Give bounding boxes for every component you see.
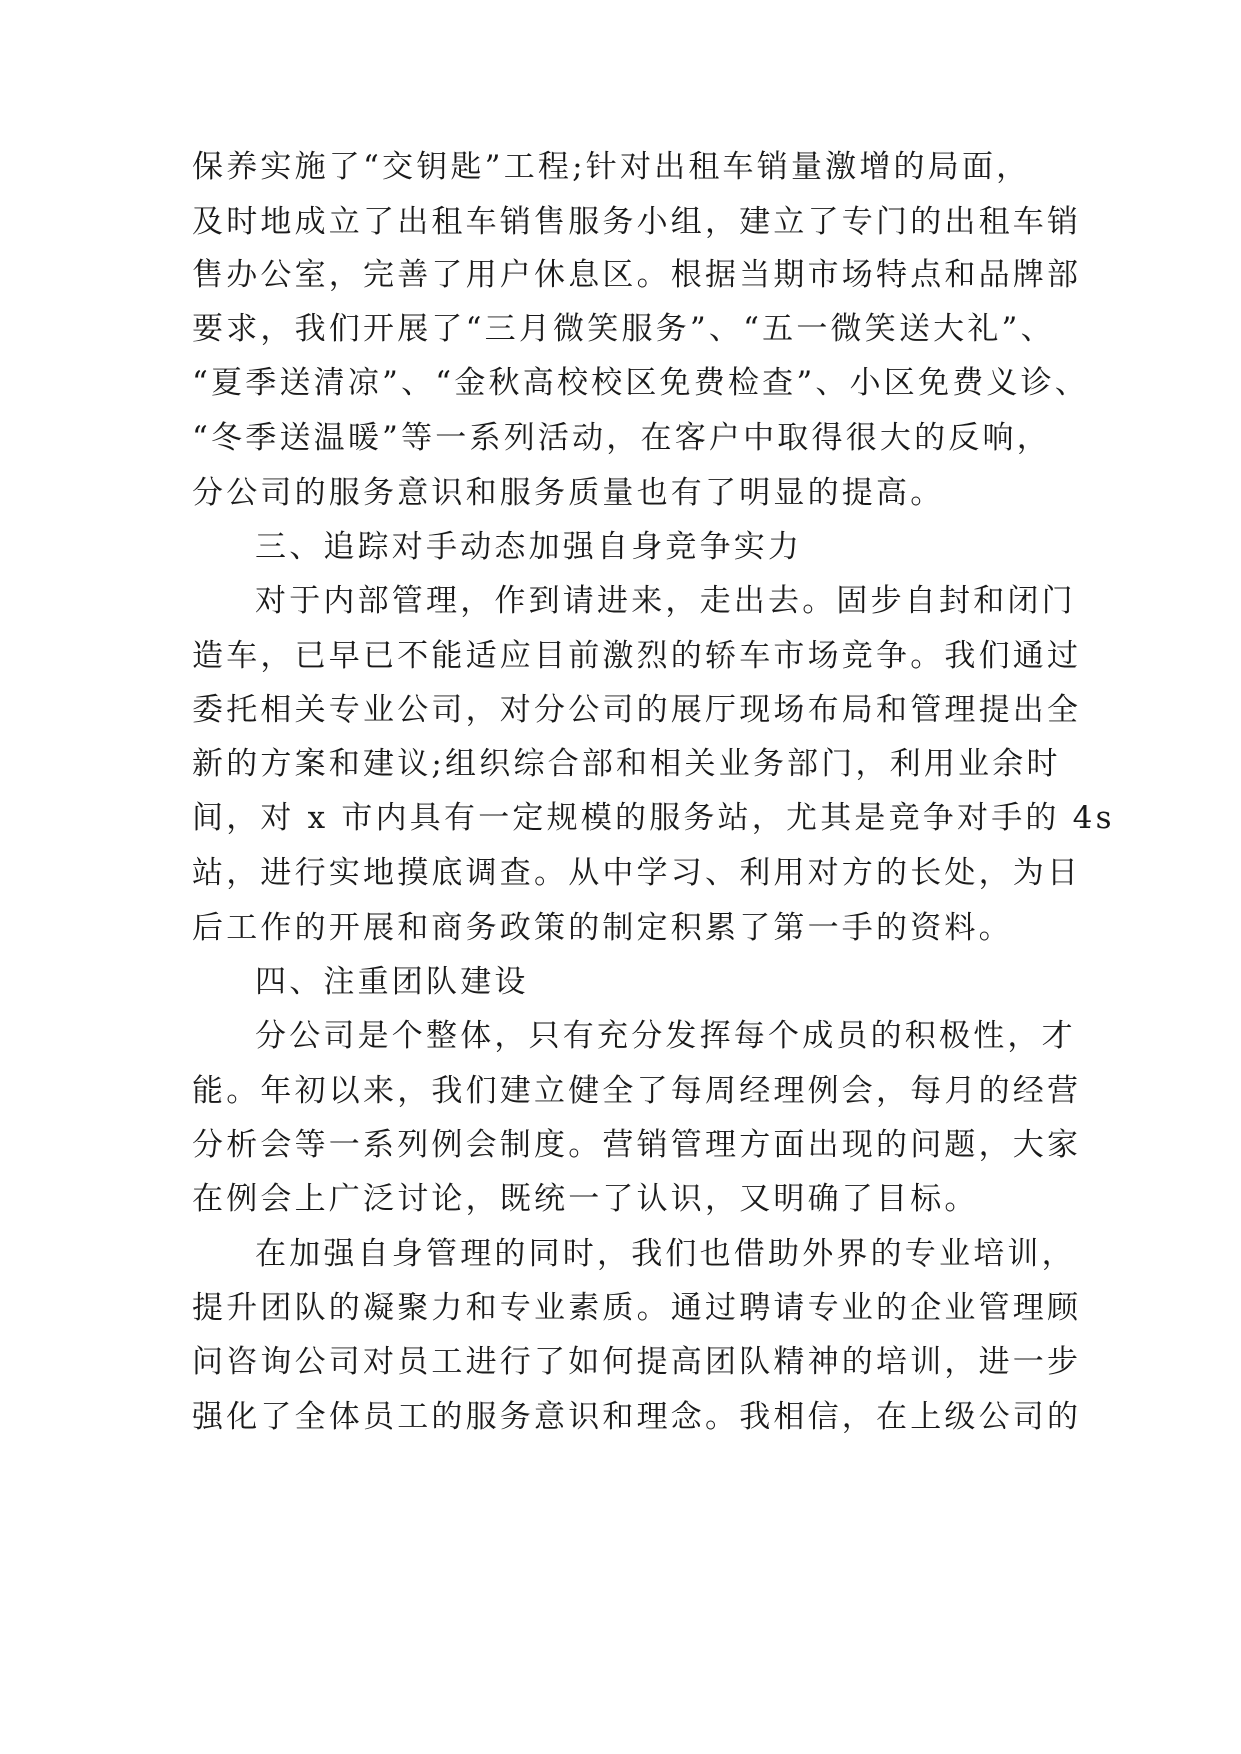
text-line: “夏季送清凉”、“金秋高校校区免费检查”、小区免费义诊、	[192, 365, 1089, 401]
text-line: 站，进行实地摸底调查。从中学习、利用对方的长处，为日	[192, 855, 1082, 891]
paragraph-first-line: 在加强自身管理的同时，我们也借助外界的专业培训，	[255, 1236, 1076, 1272]
text-line: 造车，已早已不能适应目前激烈的轿车市场竞争。我们通过	[192, 638, 1082, 674]
text-line: 能。年初以来，我们建立健全了每周经理例会，每月的经营	[192, 1073, 1082, 1109]
section-heading: 三、追踪对手动态加强自身竞争实力	[255, 529, 803, 565]
text-line: 间，对 x 市内具有一定规模的服务站，尤其是竞争对手的 4s	[192, 800, 1115, 836]
text-line: 后工作的开展和商务政策的制定积累了第一手的资料。	[192, 910, 1013, 946]
text-line: 分析会等一系列例会制度。营销管理方面出现的问题，大家	[192, 1127, 1082, 1163]
text-line: 委托相关专业公司，对分公司的展厅现场布局和管理提出全	[192, 692, 1082, 728]
paragraph-first-line: 分公司是个整体，只有充分发挥每个成员的积极性，才	[255, 1018, 1076, 1054]
text-line: 及时地成立了出租车销售服务小组，建立了专门的出租车销	[192, 204, 1082, 240]
text-line: 保养实施了“交钥匙”工程;针对出租车销量激增的局面，	[192, 149, 1031, 185]
text-line: “冬季送温暖”等一系列活动，在客户中取得很大的反响，	[192, 420, 1051, 456]
text-line: 在例会上广泛讨论，既统一了认识，又明确了目标。	[192, 1181, 979, 1217]
section-heading: 四、注重团队建设	[255, 964, 529, 1000]
text-line: 提升团队的凝聚力和专业素质。通过聘请专业的企业管理顾	[192, 1290, 1082, 1326]
paragraph-first-line: 对于内部管理，作到请进来，走出去。固步自封和闭门	[255, 583, 1076, 619]
text-line: 强化了全体员工的服务意识和理念。我相信，在上级公司的	[192, 1399, 1082, 1435]
text-line: 售办公室，完善了用户休息区。根据当期市场特点和品牌部	[192, 257, 1082, 293]
text-line: 新的方案和建议;组织综合部和相关业务部门，利用业余时	[192, 746, 1061, 782]
text-line: 分公司的服务意识和服务质量也有了明显的提高。	[192, 475, 945, 511]
text-line: 问咨询公司对员工进行了如何提高团队精神的培训，进一步	[192, 1344, 1082, 1380]
text-line: 要求，我们开展了“三月微笑服务”、“五一微笑送大礼”、	[192, 311, 1055, 347]
